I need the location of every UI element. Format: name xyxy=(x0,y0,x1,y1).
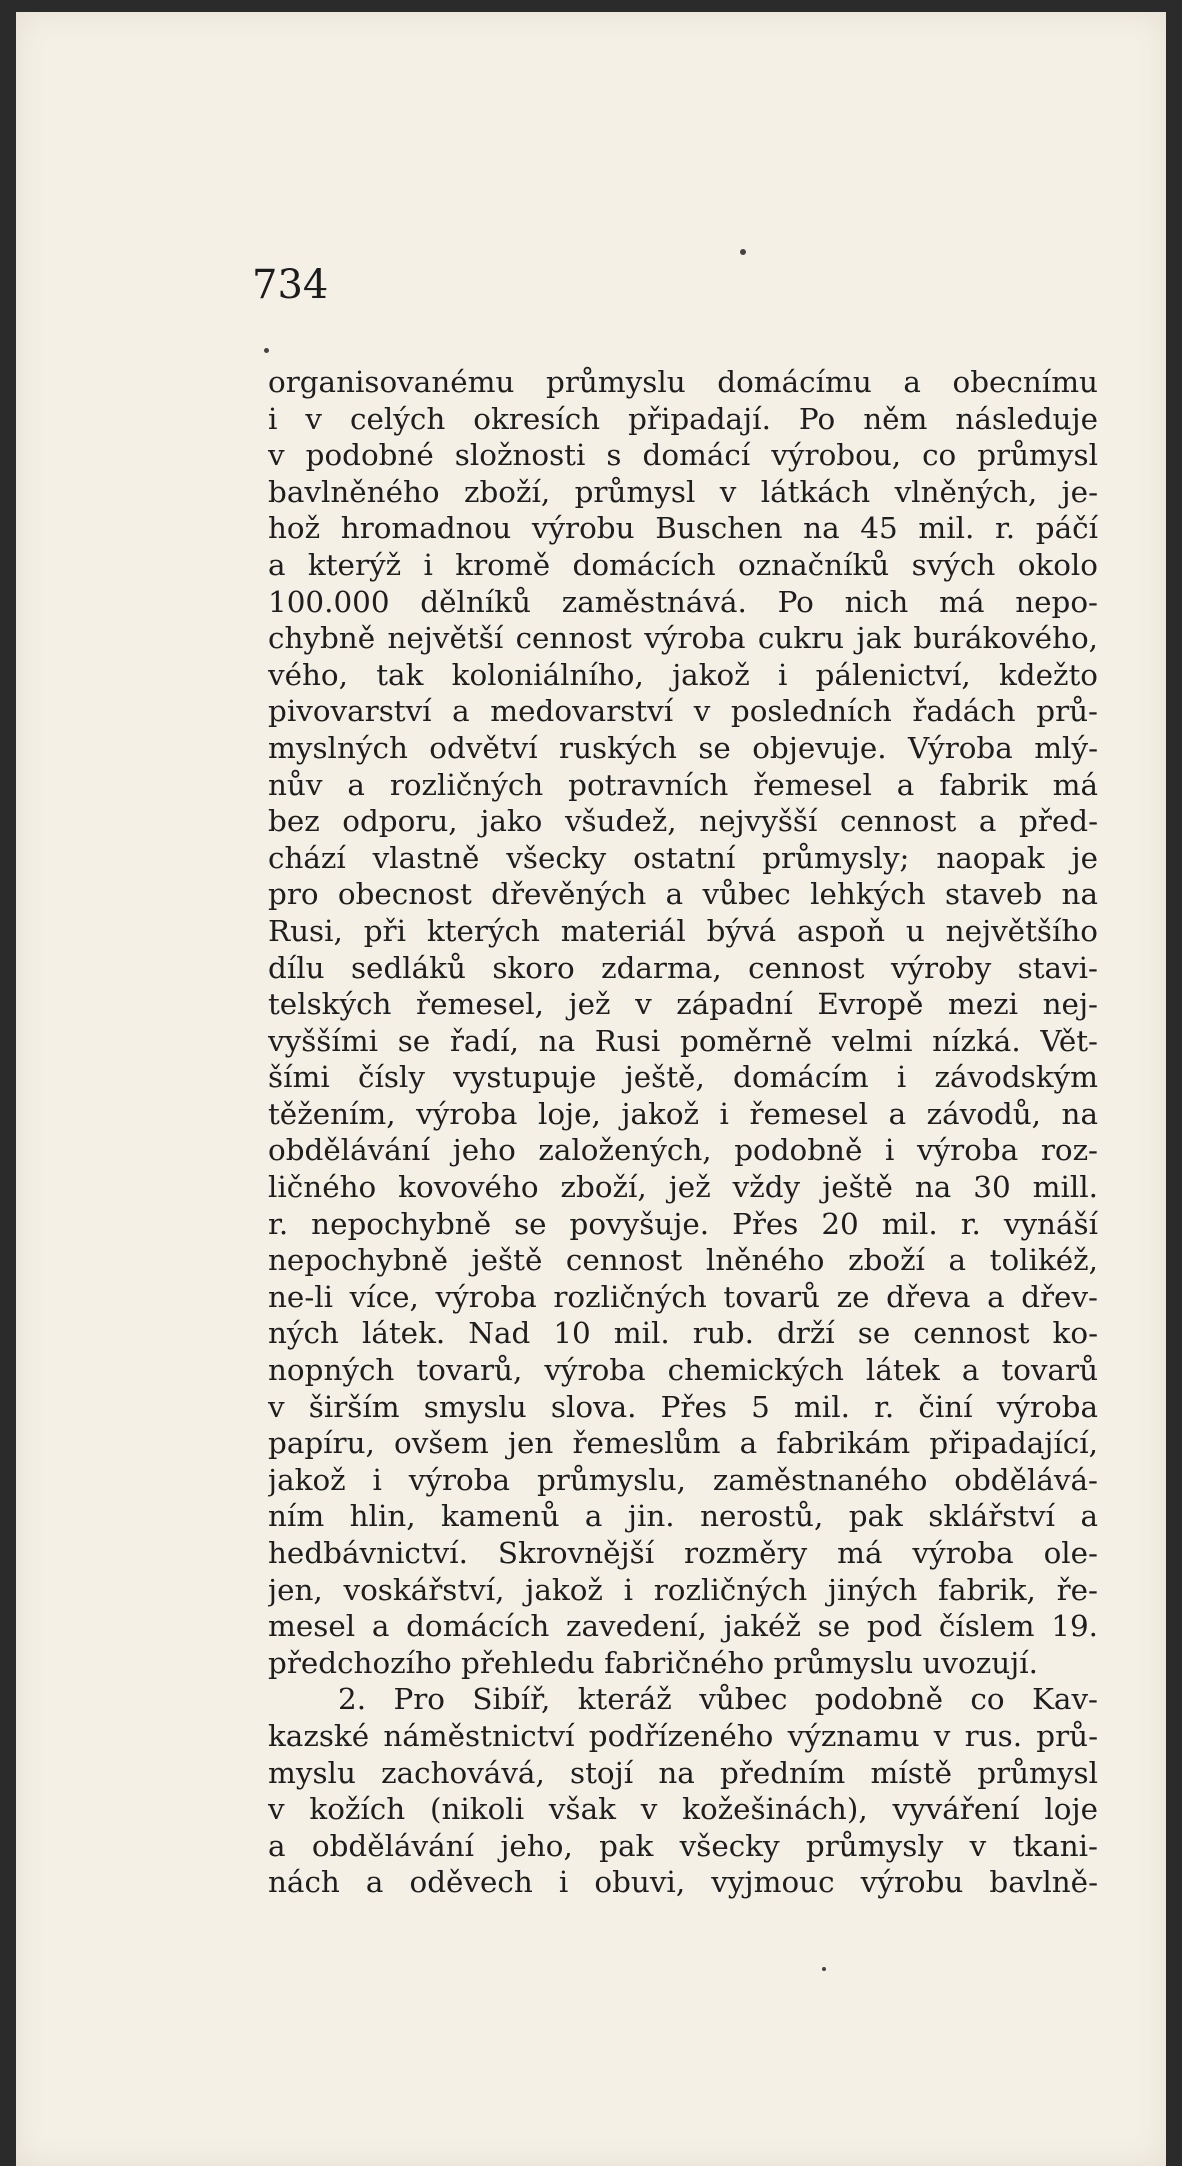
text-line: Rusi, při kterých materiál bývá aspoň u největšího xyxy=(268,913,1098,948)
text-line: vého, tak koloniálního, jakož i pálenictví, kdežto xyxy=(268,657,1098,692)
text-line: předchozího přehledu fabričného průmyslu uvozují. xyxy=(268,1645,1038,1680)
text-line: ných látek. Nad 10 mil. rub. drží se cennost ko- xyxy=(268,1316,1098,1351)
text-line: nách a oděvech i obuvi, vyjmouc výrobu bavlně- xyxy=(268,1865,1098,1900)
ink-speck xyxy=(264,348,269,353)
text-line: i v celých okresích připadají. Po něm následuje xyxy=(268,401,1098,436)
text-line: papíru, ovšem jen řemeslům a fabrikám připadající, xyxy=(268,1426,1098,1461)
text-line: telských řemesel, jež v západní Evropě mezi nej- xyxy=(268,987,1098,1022)
text-line: chybně největší cennost výroba cukru jak burákového, xyxy=(268,621,1098,656)
text-line: ním hlin, kamenů a jin. nerostů, pak sklářství a xyxy=(268,1499,1098,1534)
text-line: v podobné složnosti s domácí výrobou, co průmysl xyxy=(268,438,1098,473)
text-line: jen, voskářství, jakož i rozličných jiných fabrik, ře- xyxy=(268,1572,1098,1607)
text-line: myslu zachovává, stojí na předním místě průmysl xyxy=(268,1755,1098,1790)
text-line: v kožích (nikoli však v kožešinách), vyváření loje xyxy=(268,1792,1098,1827)
text-line: pro obecnost dřevěných a vůbec lehkých staveb na xyxy=(268,877,1098,912)
text-line: hedbávnictví. Skrovnější rozměry má výroba ole- xyxy=(268,1536,1098,1570)
text-line: vyššími se řadí, na Rusi poměrně velmi nízká. Vět- xyxy=(268,1023,1098,1058)
text-line: ličného kovového zboží, jež vždy ještě na 30 mill. xyxy=(268,1170,1098,1205)
text-line: šími čísly vystupuje ještě, domácím i závodským xyxy=(268,1060,1098,1095)
text-line: organisovanému průmyslu domácímu a obecnímu xyxy=(268,365,1098,399)
text-line: jakož i výroba průmyslu, zaměstnaného obdělává- xyxy=(268,1462,1098,1497)
text-line: myslných odvětví ruských se objevuje. Výroba mlý- xyxy=(268,730,1098,765)
text-line: pivovarství a medovarství v posledních řadách prů- xyxy=(268,694,1098,729)
text-line: 2. Pro Sibíř, kteráž vůbec podobně co Kav- xyxy=(338,1682,1098,1717)
text-line: r. nepochybně se povyšuje. Přes 20 mil. r. vynáší xyxy=(268,1206,1098,1241)
body-text xyxy=(268,364,1098,1901)
ink-speck xyxy=(822,1967,826,1971)
text-line: těžením, výroba loje, jakož i řemesel a závodů, na xyxy=(268,1096,1098,1131)
text-line: obdělávání jeho založených, podobně i výroba roz- xyxy=(268,1133,1098,1168)
text-line: nopných tovarů, výroba chemických látek a tovarů xyxy=(268,1353,1098,1388)
text-line: nův a rozličných potravních řemesel a fabrik má xyxy=(268,767,1098,802)
text-line: dílu sedláků skoro zdarma, cennost výroby stavi- xyxy=(268,950,1098,985)
text-line: nepochybně ještě cennost lněného zboží a tolikéž, xyxy=(268,1243,1098,1278)
page-number: 734 xyxy=(252,262,329,308)
text-line: chází vlastně všecky ostatní průmysly; naopak je xyxy=(268,840,1098,875)
text-line: ne-li více, výroba rozličných tovarů ze dřeva a dřev- xyxy=(268,1279,1098,1314)
text-line: kazské náměstnictví podřízeného významu v rus. prů- xyxy=(268,1718,1098,1753)
ink-speck xyxy=(740,249,746,255)
text-line: bez odporu, jako všudež, nejvyšší cennost a před- xyxy=(268,804,1098,839)
text-line: a kterýž i kromě domácích označníků svých okolo xyxy=(268,547,1098,582)
text-line: a obdělávání jeho, pak všecky průmysly v tkani- xyxy=(268,1828,1098,1863)
text-line: mesel a domácích zavedení, jakéž se pod číslem 19. xyxy=(268,1609,1098,1644)
text-line: 100.000 dělníků zaměstnává. Po nich má nepo- xyxy=(268,584,1098,619)
book-page xyxy=(16,12,1166,2166)
text-line: bavlněného zboží, průmysl v látkách vlněných, je- xyxy=(268,474,1098,509)
text-line: hož hromadnou výrobu Buschen na 45 mil. r. páčí xyxy=(268,511,1098,546)
text-line: v širším smyslu slova. Přes 5 mil. r. činí výroba xyxy=(268,1389,1098,1424)
